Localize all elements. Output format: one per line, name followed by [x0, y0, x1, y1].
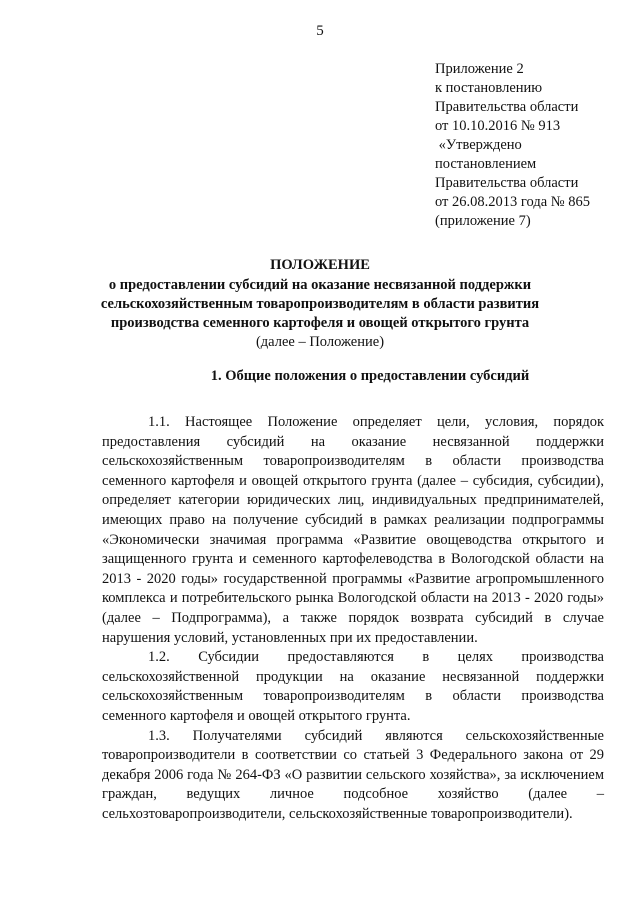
document-title: [90, 256, 550, 352]
paragraph-number: 1.3.: [148, 727, 170, 744]
appendix-line: Правительства области: [435, 175, 579, 191]
section-heading: 1. Общие положения о предоставлении субсидий: [210, 368, 530, 384]
document-body: [102, 413, 604, 824]
paragraph-1-1: [102, 413, 604, 648]
paragraph-1-3: [102, 727, 604, 825]
page-number: 5: [316, 23, 324, 39]
title-line: о предоставлении субсидий на оказание несвязанной поддержки: [108, 277, 532, 293]
appendix-line: от 26.08.2013 года № 865: [435, 194, 590, 210]
paragraph-number: 1.2.: [148, 649, 170, 666]
paragraph-text: Получателями субсидий являются сельскохозяйственные товаропроизводители в соответствии со статьей 3 Федерального закона от 29 декабря 2006 года № 264-ФЗ «О развитии сельского хозяйства», за исключением граждан, ведущих личное подсобное хозяйство (далее – сельхозтоваропроизводители, сельскохозяйственные товаропроизводители).: [102, 727, 604, 822]
title-line: сельскохозяйственным товаропроизводителям в области развития: [100, 296, 540, 312]
paragraph-1-2: [102, 648, 604, 726]
appendix-line: от 10.10.2016 № 913: [435, 118, 561, 134]
title-main: ПОЛОЖЕНИЕ: [270, 257, 370, 273]
appendix-line: к постановлению: [435, 80, 543, 96]
paragraph-number: 1.1.: [148, 414, 170, 430]
paragraph-text: Субсидии предоставляются в целях производства сельскохозяйственной продукции на оказание несвязанной поддержки сельскохозяйственным товаропроизводителям в области производства семенного картофеля и овощей открытого грунта.: [102, 649, 604, 724]
appendix-line: Правительства области: [435, 99, 579, 115]
appendix-line: постановлением: [435, 156, 537, 172]
paragraph-text: Настоящее Положение определяет цели, условия, порядок предоставления субсидий на оказание несвязанной поддержки сельскохозяйственным товаропроизводителям в области производства семенного картофеля и овощей открытого грунта (далее – субсидия, субсидии), определяет категории юридических лиц, индивидуальных предпринимателей, имеющих право на получение субсидий в рамках реализации подпрограммы «Экономически значимая программа «Развитие овощеводства открытого и защищенного грунта и семенного картофелеводства в Вологодской области на 2013 - 2020 годы» государственной программы «Развитие агропромышленного комплекса и потребительского рынка Вологодской области на 2013 - 2020 годы» (далее – Подпрограмма), а также порядок возврата субсидий в случае нарушения условий, установленных при их предоставлении.: [102, 414, 605, 646]
appendix-reference: [435, 60, 635, 231]
appendix-line: Приложение 2: [435, 61, 524, 77]
appendix-line: (приложение 7): [435, 213, 531, 229]
appendix-line: «Утверждено: [435, 137, 522, 153]
title-short-name: (далее – Положение): [255, 334, 385, 350]
title-line: производства семенного картофеля и овощей открытого грунта: [110, 315, 530, 331]
